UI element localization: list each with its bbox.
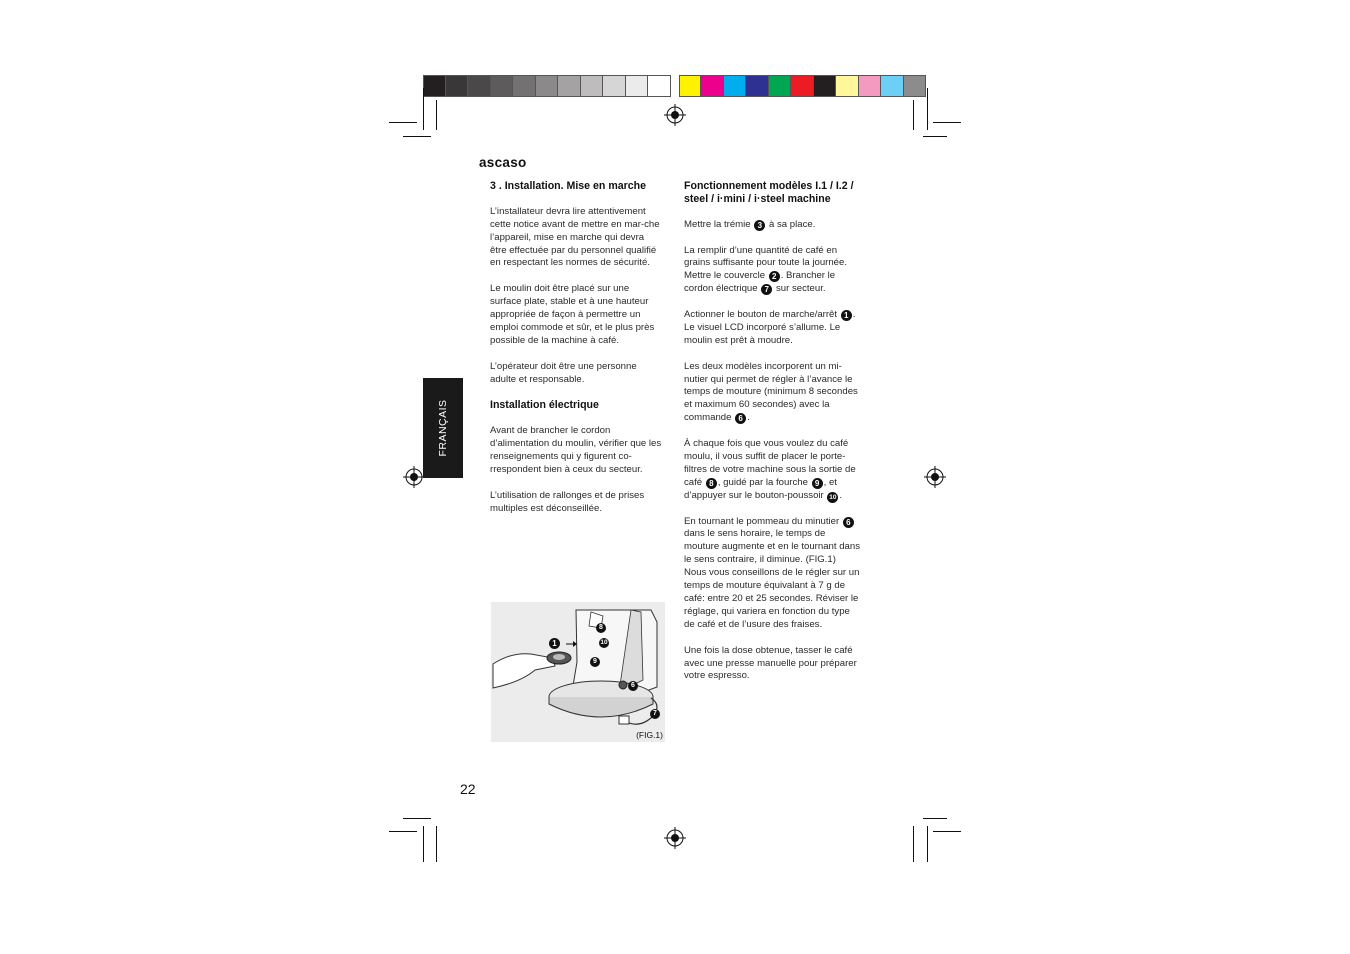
callout-6-icon: 6 (628, 681, 638, 691)
brand-logo: ascaso (479, 155, 527, 170)
color-swatch (881, 75, 904, 97)
color-swatch (791, 75, 814, 97)
crop-mark (933, 831, 961, 832)
registration-mark-icon (403, 466, 425, 488)
paragraph: L’utilisation de rallonges et de prises multiples est déconseillée. (490, 489, 645, 514)
color-swatch (513, 75, 536, 97)
color-swatch (468, 75, 491, 97)
color-calibration-bar (423, 75, 926, 97)
color-swatch (581, 75, 604, 97)
crop-mark (403, 818, 431, 819)
callout-7-icon: 7 (761, 284, 772, 295)
paragraph: À chaque fois que vous voulez du café moulu, il vous suffit de placer le porte-filtres de votre machine sous la sortie de café 8 , guidé par la fourche 9 , et d’appuyer sur le bouton-poussoir 10 . (684, 438, 856, 501)
paragraph: Actionner le bouton de marche/arrêt 1 . Le visuel LCD incorporé s’allume. Le moulin est prêt à moudre. (684, 309, 856, 346)
color-swatch (626, 75, 649, 97)
page-number: 22 (460, 781, 476, 797)
color-swatch (423, 75, 446, 97)
crop-mark (389, 831, 417, 832)
callout-10-icon: 10 (600, 639, 608, 646)
registration-mark-icon (664, 104, 686, 126)
paragraph: L’opérateur doit être une personne adulte et responsable. (490, 360, 637, 385)
paragraph: Avant de brancher le cordon d’alimentation du moulin, vérifier que les renseignements qui y figurent co-rrespondent bien à ceux du secteur. (490, 425, 662, 475)
color-swatches (679, 75, 927, 97)
color-swatch (724, 75, 747, 97)
color-swatch (558, 75, 581, 97)
callout-9-icon: 9 (590, 657, 600, 667)
grinder-drawing (491, 602, 665, 742)
right-column (684, 180, 862, 696)
crop-mark (933, 122, 961, 123)
callout-2-icon: 2 (769, 271, 780, 282)
registration-mark-icon (664, 827, 686, 849)
registration-mark-icon (924, 466, 946, 488)
left-column (490, 180, 662, 528)
callout-7-icon: 7 (650, 709, 660, 719)
callout-1-icon: 1 (549, 638, 560, 649)
crop-mark (923, 818, 947, 819)
paragraph: Nous vous conseillons de le régler sur un temps de mouture équivalant à 7 g de café: entre 20 et 25 secondes. Réviser le réglage, qui variera en fonction du type de café et de l’usure des fraises. (684, 567, 860, 630)
callout-6-icon: 6 (843, 517, 854, 528)
section-heading: Fonctionnement modèles I.1 / I.2 / steel / i·mini / i·steel machine (684, 180, 854, 205)
crop-mark (423, 88, 424, 130)
crop-mark (927, 88, 928, 130)
paragraph: En tournant le pommeau du minutier 6 dans le sens horaire, le temps de mouture augmente et en le tournant dans le sens contraire, il diminue. (FIG.1) (684, 515, 861, 566)
paragraph: Une fois la dose obtenue, tasser le café avec une presse manuelle pour préparer votre espresso. (684, 644, 857, 682)
color-swatch (446, 75, 469, 97)
crop-mark (389, 122, 417, 123)
color-swatch (836, 75, 859, 97)
color-swatch (769, 75, 792, 97)
crop-mark (436, 826, 437, 862)
crop-mark (913, 100, 914, 130)
color-swatch (701, 75, 724, 97)
crop-mark (423, 826, 424, 862)
color-swatch (491, 75, 514, 97)
color-swatch (679, 75, 702, 97)
color-swatch (603, 75, 626, 97)
paragraph: La remplir d’une quantité de café en grains suffisante pour toute la journée. Mettre le couvercle 2 . Brancher le cordon électrique 7 sur secteur. (684, 244, 848, 295)
paragraph: Mettre la trémie 3 à sa place. (684, 218, 816, 230)
callout-1-icon: 1 (841, 310, 852, 321)
color-swatch (648, 75, 671, 97)
color-swatch (859, 75, 882, 97)
grinder-illustration (491, 602, 665, 742)
callout-3-icon: 3 (754, 220, 765, 231)
language-tab (423, 378, 463, 478)
callout-8-icon: 8 (596, 623, 606, 633)
callout-9-icon: 9 (812, 478, 823, 489)
paragraph: Le moulin doit être placé sur une surface plate, stable et à une hauteur appropriée de façon à permettre un emploi commode et sûr, et le plus près possible de la machine à café. (490, 283, 655, 346)
color-swatch (814, 75, 837, 97)
color-swatch (536, 75, 559, 97)
subheading: Installation électrique (490, 399, 599, 412)
crop-mark (927, 826, 928, 862)
crop-mark (923, 136, 947, 137)
crop-mark (403, 136, 431, 137)
paragraph: Les deux modèles incorporent un mi-nutier qui permet de régler à l’avance le temps de mouture (minimum 8 secondes et maximum 60 secondes) avec la commande 6 . (684, 360, 858, 424)
section-heading: 3 . Installation. Mise en marche (490, 180, 647, 192)
color-swatch (746, 75, 769, 97)
language-tab-label: FRANÇAIS (437, 399, 449, 457)
paragraph: L’installateur devra lire attentivement cette notice avant de mettre en mar-che l’appareil, mise en marche qui devra être effectuée par du personnel qualifié en respectant les normes de sécurité. (490, 205, 660, 269)
callout-10-icon: 10 (829, 493, 837, 501)
crop-mark (913, 826, 914, 862)
callout-6-icon: 6 (735, 413, 746, 424)
figure-caption: (FIG.1) (636, 730, 663, 740)
callout-8-icon: 8 (706, 478, 717, 489)
grayscale-swatches (423, 75, 671, 97)
crop-mark (436, 100, 437, 130)
color-swatch (904, 75, 927, 97)
